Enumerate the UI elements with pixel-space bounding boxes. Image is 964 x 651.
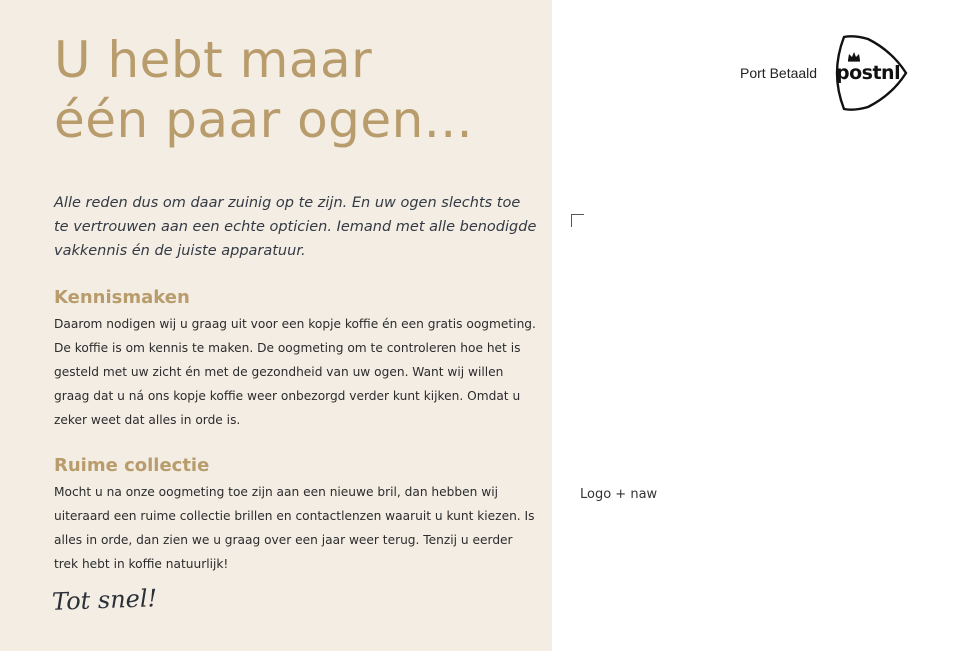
section-heading-ruime-collectie: Ruime collectie <box>54 455 210 476</box>
address-window-corner-mark <box>571 214 584 227</box>
headline <box>54 30 473 150</box>
signoff-handwritten: Tot snel! <box>51 584 158 616</box>
crown-icon <box>847 50 861 62</box>
section-body-ruime-collectie: Mocht u na onze oogmeting toe zijn aan een nieuwe bril, dan hebben wij uiteraard een ruime collectie brillen en contactlenzen waaruit u kunt kiezen. Is alles in orde, dan zien we u graag over een jaar weer terug. Tenzij u eerder trek hebt in koffie natuurlijk! <box>54 485 535 571</box>
section-body-kennismaken: Daarom nodigen wij u graag uit voor een kopje koffie én een gratis oogmeting. De koffie is om kennis te maken. De oogmeting om te controleren hoe het is gesteld met uw zicht én met de gezondheid van uw ogen. Want wij willen graag dat u ná ons kopje koffie weer onbezorgd verder kunt kijken. Omdat u zeker weet dat alles in orde is. <box>54 317 536 427</box>
postnl-wordmark: postnl <box>836 62 901 84</box>
intro-text: Alle reden dus om daar zuinig op te zijn. En uw ogen slechts toe te vertrouwen aan een echte opticien. Iemand met alle benodigde vakkennis én de juiste apparatuur. <box>54 195 537 259</box>
section-heading-kennismaken: Kennismaken <box>54 287 190 308</box>
postage-indicia <box>740 33 910 113</box>
headline-line-1: U hebt maar <box>54 31 373 89</box>
headline-line-2: één paar ogen... <box>54 91 474 149</box>
postage-paid-label: Port Betaald <box>740 65 818 81</box>
address-placeholder: Logo + naw <box>580 487 658 502</box>
